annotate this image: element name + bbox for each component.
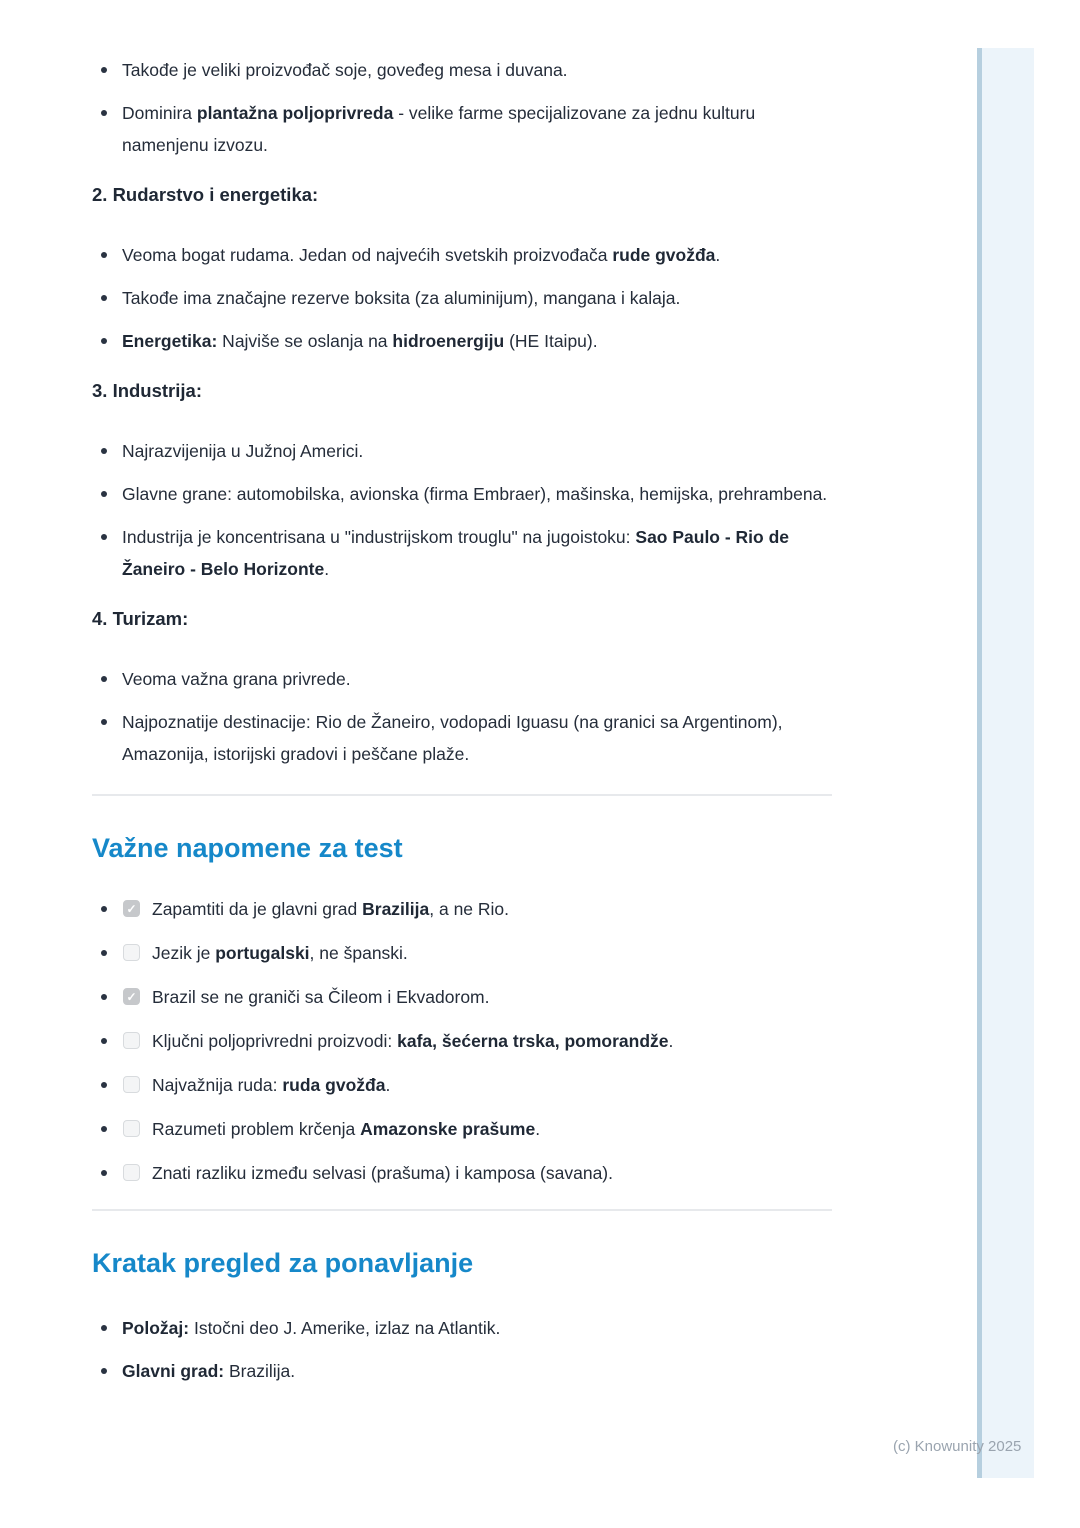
text: - velike farme specijalizovane za jednu kulturu namenjenu izvozu. (122, 103, 756, 155)
document-content (92, 0, 832, 1398)
checkbox-unchecked-icon[interactable] (123, 1076, 140, 1093)
side-highlight-bar (977, 48, 1034, 1478)
bullet-text (122, 288, 680, 308)
bullet-item (92, 282, 832, 314)
subsection-heading: 2. Rudarstvo i energetika: (92, 184, 319, 205)
bullet-list (92, 435, 832, 585)
checklist-item (92, 1029, 832, 1053)
bullet-text (122, 245, 720, 265)
text: . (668, 1031, 674, 1051)
checkbox-checked-icon[interactable]: ✓ (123, 900, 140, 917)
text: Jezik je (152, 943, 216, 963)
bold-text: kafa, šećerna trska, pomorandže (397, 1031, 669, 1051)
text: , ne španski. (309, 943, 408, 963)
bullet-list (92, 663, 832, 770)
bullet-item (92, 1312, 832, 1344)
bullet-item (92, 54, 832, 86)
bullet-text (122, 331, 598, 351)
bullet-icon (101, 950, 107, 956)
bold-text: rude gvožđa (612, 245, 716, 265)
bullet-icon (101, 994, 107, 1000)
bold-text: Sao Paulo - Rio de Žaneiro - Belo Horizonte (122, 527, 790, 579)
bullet-item (92, 521, 832, 585)
checklist-text (152, 897, 509, 921)
bullet-text (122, 712, 783, 764)
bullet-text (122, 103, 755, 155)
bullet-icon (101, 338, 107, 344)
text: Najvažnija ruda: (152, 1075, 283, 1095)
checklist (92, 897, 832, 1185)
text: Razumeti problem krčenja (152, 1119, 361, 1139)
bullet-icon (101, 1082, 107, 1088)
checkbox-unchecked-icon[interactable] (123, 944, 140, 961)
checklist-item (92, 1117, 832, 1141)
bullet-text (122, 1318, 500, 1338)
bullet-item (92, 663, 832, 695)
bullet-item (92, 706, 832, 770)
checklist-text (152, 1029, 673, 1053)
copyright-watermark: (c) Knowunity 2025 (893, 1438, 1022, 1455)
text: . (385, 1075, 391, 1095)
checkbox-unchecked-icon[interactable] (123, 1164, 140, 1181)
bullet-list (92, 54, 832, 161)
text: Glavne grane: automobilska, avionska (firma Embraer), mašinska, hemijska, prehrambena. (122, 484, 828, 504)
checklist-item (92, 1161, 832, 1185)
checkbox-checked-icon[interactable]: ✓ (123, 988, 140, 1005)
checklist-item (92, 897, 832, 921)
checklist-text (152, 1117, 540, 1141)
text: Najrazvijenija u Južnoj Americi. (122, 441, 364, 461)
section-title: Kratak pregled za ponavljanje (92, 1248, 474, 1278)
bullet-icon (101, 676, 107, 682)
bullet-icon (101, 1126, 107, 1132)
bullet-text (122, 441, 363, 461)
bullet-icon (101, 295, 107, 301)
bullet-item (92, 478, 832, 510)
bullet-icon (101, 448, 107, 454)
bold-text: portugalski (215, 943, 310, 963)
text: Takođe je veliki proizvođač soje, goveđeg mesa i duvana. (122, 60, 568, 80)
text: Najpoznatije destinacije: Rio de Žaneiro, vodopadi Iguasu (na granici sa Argentinom), Amazonija, istorijski gradovi i peščane plaže. (122, 712, 783, 764)
checklist-item (92, 1073, 832, 1097)
bold-text: Položaj: (122, 1318, 190, 1338)
bullet-icon (101, 110, 107, 116)
checklist-item (92, 985, 832, 1009)
text: . (324, 559, 330, 579)
text: Industrija je koncentrisana u "industrijskom trouglu" na jugoistoku: (122, 527, 636, 547)
text: , a ne Rio. (429, 899, 510, 919)
bullet-icon (101, 1325, 107, 1331)
checklist-text (152, 1161, 613, 1185)
section-divider (92, 1209, 832, 1211)
bold-text: Amazonske prašume (360, 1119, 536, 1139)
bullet-list (92, 1312, 832, 1387)
bullet-item (92, 325, 832, 357)
bullet-item (92, 239, 832, 271)
bullet-text (122, 527, 789, 579)
bullet-item (92, 97, 832, 161)
text: Veoma važna grana privrede. (122, 669, 351, 689)
bullet-item (92, 435, 832, 467)
bullet-text (122, 60, 568, 80)
bold-text: Glavni grad: (122, 1361, 225, 1381)
text: Najviše se oslanja na (217, 331, 393, 351)
bullet-text (122, 484, 827, 504)
bullet-text (122, 669, 351, 689)
bullet-icon (101, 1170, 107, 1176)
text: Takođe ima značajne rezerve boksita (za aluminijum), mangana i kalaja. (122, 288, 681, 308)
checklist-text (152, 985, 490, 1009)
bold-text: plantažna poljoprivreda (196, 103, 394, 123)
text: Ključni poljoprivredni proizvodi: (152, 1031, 398, 1051)
section-divider (92, 794, 832, 796)
text: Brazil se ne graniči sa Čileom i Ekvadorom. (152, 987, 490, 1007)
bold-text: Energetika: (122, 331, 218, 351)
bold-text: ruda gvožđa (282, 1075, 386, 1095)
bold-text: Brazilija (362, 899, 430, 919)
bullet-icon (101, 719, 107, 725)
text: Zapamtiti da je glavni grad (152, 899, 363, 919)
bullet-item (92, 1355, 832, 1387)
checklist-text (152, 941, 408, 965)
text: Brazilija. (224, 1361, 296, 1381)
checklist-text (152, 1073, 390, 1097)
bold-text: hidroenergiju (392, 331, 505, 351)
bullet-icon (101, 1038, 107, 1044)
text: Veoma bogat rudama. Jedan od najvećih svetskih proizvođača (122, 245, 613, 265)
bullet-icon (101, 67, 107, 73)
text: . (715, 245, 721, 265)
section-title: Važne napomene za test (92, 833, 403, 863)
bullet-icon (101, 906, 107, 912)
text: (HE Itaipu). (504, 331, 598, 351)
bullet-icon (101, 1368, 107, 1374)
text: Istočni deo J. Amerike, izlaz na Atlantik. (189, 1318, 501, 1338)
subsection-heading: 3. Industrija: (92, 380, 202, 401)
checkbox-unchecked-icon[interactable] (123, 1032, 140, 1049)
bullet-list (92, 239, 832, 357)
text: . (535, 1119, 541, 1139)
text: Dominira (122, 103, 197, 123)
bullet-icon (101, 534, 107, 540)
checkbox-unchecked-icon[interactable] (123, 1120, 140, 1137)
checklist-item (92, 941, 832, 965)
text: Znati razliku između selvasi (prašuma) i kamposa (savana). (152, 1163, 613, 1183)
bullet-icon (101, 491, 107, 497)
bullet-text (122, 1361, 295, 1381)
subsection-heading: 4. Turizam: (92, 608, 189, 629)
bullet-icon (101, 252, 107, 258)
